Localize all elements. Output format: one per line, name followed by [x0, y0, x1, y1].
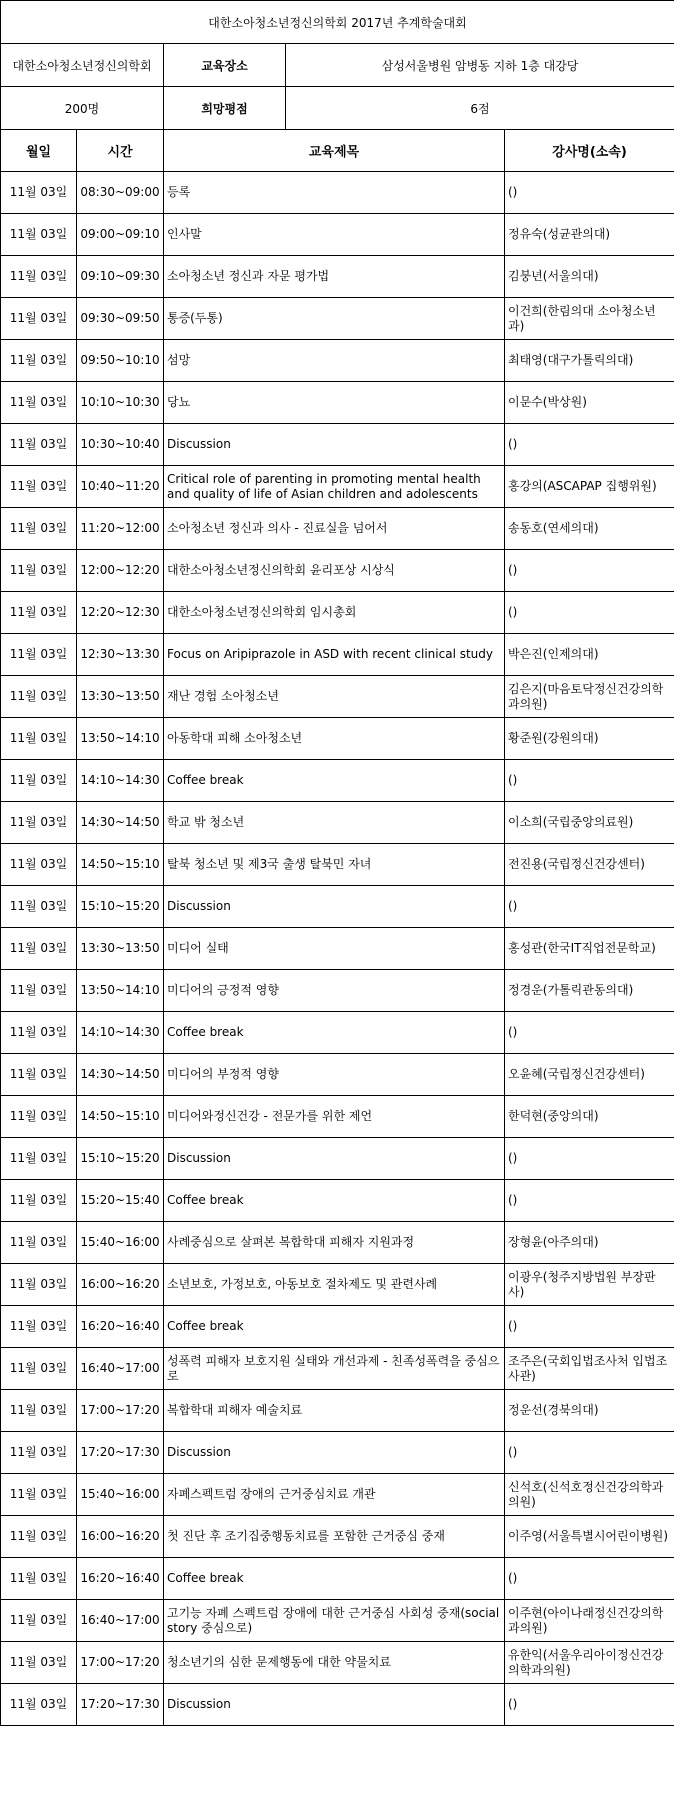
row-lecturer: () — [505, 592, 674, 634]
row-lecturer: 황준원(강원의대) — [505, 718, 674, 760]
row-lecturer: 이광우(청주지방법원 부장판사) — [505, 1264, 674, 1306]
table-row — [1, 718, 674, 760]
row-lecturer: 이주현(아이나래정신건강의학과의원) — [505, 1600, 674, 1642]
row-lecturer: 정유숙(성균관의대) — [505, 214, 674, 256]
header-time: 시간 — [77, 130, 164, 172]
row-title: Discussion — [164, 1432, 505, 1474]
row-date: 11월 03일 — [1, 676, 77, 718]
row-lecturer: 오윤혜(국립정신건강센터) — [505, 1054, 674, 1096]
table-row — [1, 340, 674, 382]
row-date: 11월 03일 — [1, 214, 77, 256]
table-row — [1, 802, 674, 844]
row-time: 13:50~14:10 — [77, 970, 164, 1012]
row-lecturer: () — [505, 550, 674, 592]
table-row — [1, 1180, 674, 1222]
row-date: 11월 03일 — [1, 1516, 77, 1558]
row-time: 16:20~16:40 — [77, 1558, 164, 1600]
row-lecturer: () — [505, 1558, 674, 1600]
table-row — [1, 1600, 674, 1642]
organizer-value: 대한소아청소년정신의학회 — [1, 44, 164, 87]
row-time: 09:10~09:30 — [77, 256, 164, 298]
table-row — [1, 1642, 674, 1684]
row-time: 12:20~12:30 — [77, 592, 164, 634]
row-lecturer: () — [505, 1432, 674, 1474]
row-lecturer: () — [505, 1684, 674, 1726]
table-row — [1, 1054, 674, 1096]
row-lecturer: 유한익(서울우리아이정신건강의학과의원) — [505, 1642, 674, 1684]
table-row — [1, 508, 674, 550]
row-title: 사례중심으로 살펴본 복합학대 피해자 지원과정 — [164, 1222, 505, 1264]
row-date: 11월 03일 — [1, 592, 77, 634]
table-row — [1, 1138, 674, 1180]
row-time: 15:10~15:20 — [77, 886, 164, 928]
row-title: 탈북 청소년 및 제3국 출생 탈북민 자녀 — [164, 844, 505, 886]
table-row — [1, 1432, 674, 1474]
table-row — [1, 886, 674, 928]
table-header-row — [1, 130, 674, 172]
row-time: 17:00~17:20 — [77, 1642, 164, 1684]
row-date: 11월 03일 — [1, 1306, 77, 1348]
row-time: 14:50~15:10 — [77, 844, 164, 886]
row-title: 소년보호, 가정보호, 아동보호 절차제도 및 관련사례 — [164, 1264, 505, 1306]
row-title: Coffee break — [164, 1180, 505, 1222]
row-date: 11월 03일 — [1, 340, 77, 382]
row-date: 11월 03일 — [1, 1390, 77, 1432]
row-time: 14:50~15:10 — [77, 1096, 164, 1138]
row-date: 11월 03일 — [1, 1222, 77, 1264]
row-title: 첫 진단 후 조기집중행동치료를 포함한 근거중심 중재 — [164, 1516, 505, 1558]
row-lecturer: 송동호(연세의대) — [505, 508, 674, 550]
row-title: 미디어의 긍정적 영향 — [164, 970, 505, 1012]
row-date: 11월 03일 — [1, 1054, 77, 1096]
row-time: 12:00~12:20 — [77, 550, 164, 592]
row-date: 11월 03일 — [1, 844, 77, 886]
row-lecturer: 신석호(신석호정신건강의학과의원) — [505, 1474, 674, 1516]
row-lecturer: 최태영(대구가톨릭의대) — [505, 340, 674, 382]
table-row — [1, 298, 674, 340]
venue-value: 삼성서울병원 암병동 지하 1층 대강당 — [286, 44, 674, 87]
row-date: 11월 03일 — [1, 970, 77, 1012]
row-time: 15:20~15:40 — [77, 1180, 164, 1222]
row-date: 11월 03일 — [1, 760, 77, 802]
row-title: Discussion — [164, 886, 505, 928]
row-title: 미디어와정신건강 - 전문가를 위한 제언 — [164, 1096, 505, 1138]
conference-title: 대한소아청소년정신의학회 2017년 추계학술대회 — [1, 1, 674, 44]
row-date: 11월 03일 — [1, 718, 77, 760]
row-date: 11월 03일 — [1, 634, 77, 676]
row-title: 미디어의 부정적 영향 — [164, 1054, 505, 1096]
row-title: 소아청소년 정신과 의사 - 진료실을 넘어서 — [164, 508, 505, 550]
table-row — [1, 1222, 674, 1264]
row-date: 11월 03일 — [1, 1600, 77, 1642]
table-row — [1, 1096, 674, 1138]
row-date: 11월 03일 — [1, 802, 77, 844]
row-lecturer: 이문수(박상원) — [505, 382, 674, 424]
row-date: 11월 03일 — [1, 1012, 77, 1054]
row-date: 11월 03일 — [1, 1558, 77, 1600]
row-title: 복합학대 피해자 예술치료 — [164, 1390, 505, 1432]
row-lecturer: 김붕년(서울의대) — [505, 256, 674, 298]
row-title: Focus on Aripiprazole in ASD with recent clinical study — [164, 634, 505, 676]
row-time: 14:10~14:30 — [77, 760, 164, 802]
row-date: 11월 03일 — [1, 1684, 77, 1726]
table-row — [1, 634, 674, 676]
row-time: 14:30~14:50 — [77, 1054, 164, 1096]
row-title: Coffee break — [164, 1558, 505, 1600]
row-date: 11월 03일 — [1, 1180, 77, 1222]
row-date: 11월 03일 — [1, 1096, 77, 1138]
row-lecturer: 이소희(국립중앙의료원) — [505, 802, 674, 844]
row-time: 10:40~11:20 — [77, 466, 164, 508]
row-date: 11월 03일 — [1, 172, 77, 214]
row-lecturer: 홍강의(ASCAPAP 집행위원) — [505, 466, 674, 508]
table-row — [1, 1348, 674, 1390]
row-date: 11월 03일 — [1, 550, 77, 592]
row-time: 11:20~12:00 — [77, 508, 164, 550]
row-title: Coffee break — [164, 1012, 505, 1054]
row-lecturer: 박은진(인제의대) — [505, 634, 674, 676]
table-row — [1, 256, 674, 298]
row-time: 17:20~17:30 — [77, 1432, 164, 1474]
header-title: 교육제목 — [164, 130, 505, 172]
row-title: 등록 — [164, 172, 505, 214]
table-row — [1, 1474, 674, 1516]
row-time: 16:20~16:40 — [77, 1306, 164, 1348]
row-date: 11월 03일 — [1, 256, 77, 298]
row-title: 재난 경험 소아청소년 — [164, 676, 505, 718]
table-row — [1, 844, 674, 886]
row-time: 09:50~10:10 — [77, 340, 164, 382]
row-time: 16:40~17:00 — [77, 1348, 164, 1390]
row-title: 대한소아청소년정신의학회 윤리포상 시상식 — [164, 550, 505, 592]
row-time: 17:00~17:20 — [77, 1390, 164, 1432]
row-lecturer: 장형윤(아주의대) — [505, 1222, 674, 1264]
row-title: 학교 밖 청소년 — [164, 802, 505, 844]
row-title: 아동학대 피해 소아청소년 — [164, 718, 505, 760]
row-time: 13:30~13:50 — [77, 928, 164, 970]
row-title: Discussion — [164, 424, 505, 466]
row-title: 인사말 — [164, 214, 505, 256]
row-lecturer: () — [505, 886, 674, 928]
row-lecturer: () — [505, 1180, 674, 1222]
row-time: 12:30~13:30 — [77, 634, 164, 676]
row-title: 청소년기의 심한 문제행동에 대한 약물치료 — [164, 1642, 505, 1684]
row-title: 당뇨 — [164, 382, 505, 424]
table-row — [1, 1306, 674, 1348]
row-title: 자폐스펙트럼 장애의 근거중심치료 개관 — [164, 1474, 505, 1516]
table-row — [1, 1390, 674, 1432]
row-time: 14:10~14:30 — [77, 1012, 164, 1054]
header-date: 월일 — [1, 130, 77, 172]
table-row — [1, 214, 674, 256]
table-row — [1, 382, 674, 424]
row-title: 소아청소년 정신과 자문 평가법 — [164, 256, 505, 298]
row-title: 고기능 자폐 스펙트럼 장애에 대한 근거중심 사회성 중재(social story 중심으로) — [164, 1600, 505, 1642]
row-title: 통증(두통) — [164, 298, 505, 340]
table-row — [1, 760, 674, 802]
row-date: 11월 03일 — [1, 1432, 77, 1474]
header-lecturer: 강사명(소속) — [505, 130, 674, 172]
row-lecturer: 정경운(가톨릭관동의대) — [505, 970, 674, 1012]
row-lecturer: () — [505, 760, 674, 802]
row-time: 16:00~16:20 — [77, 1516, 164, 1558]
table-row — [1, 1012, 674, 1054]
row-date: 11월 03일 — [1, 508, 77, 550]
row-lecturer: () — [505, 1138, 674, 1180]
row-date: 11월 03일 — [1, 382, 77, 424]
row-date: 11월 03일 — [1, 886, 77, 928]
row-time: 10:10~10:30 — [77, 382, 164, 424]
row-time: 15:40~16:00 — [77, 1474, 164, 1516]
row-lecturer: 전진용(국립정신건강센터) — [505, 844, 674, 886]
row-lecturer: 이건희(한림의대 소아청소년과) — [505, 298, 674, 340]
venue-label: 교육장소 — [164, 44, 286, 87]
table-row — [1, 1264, 674, 1306]
row-title: 대한소아청소년정신의학회 임시총회 — [164, 592, 505, 634]
row-time: 09:30~09:50 — [77, 298, 164, 340]
table-row — [1, 172, 674, 214]
row-lecturer: 정운선(경북의대) — [505, 1390, 674, 1432]
row-date: 11월 03일 — [1, 1642, 77, 1684]
row-title: Discussion — [164, 1684, 505, 1726]
row-time: 16:40~17:00 — [77, 1600, 164, 1642]
row-date: 11월 03일 — [1, 928, 77, 970]
row-time: 09:00~09:10 — [77, 214, 164, 256]
row-time: 13:30~13:50 — [77, 676, 164, 718]
row-date: 11월 03일 — [1, 466, 77, 508]
row-title: Coffee break — [164, 760, 505, 802]
row-time: 17:20~17:30 — [77, 1684, 164, 1726]
row-lecturer: 이주영(서울특별시어린이병원) — [505, 1516, 674, 1558]
table-row — [1, 550, 674, 592]
row-time: 13:50~14:10 — [77, 718, 164, 760]
row-title: Critical role of parenting in promoting mental health and quality of life of Asian children and adolescents — [164, 466, 505, 508]
row-title: Discussion — [164, 1138, 505, 1180]
row-title: 성폭력 피해자 보호지원 실태와 개선과제 - 친족성폭력을 중심으로 — [164, 1348, 505, 1390]
row-lecturer: 한덕현(중앙의대) — [505, 1096, 674, 1138]
row-lecturer: () — [505, 1012, 674, 1054]
row-time: 15:10~15:20 — [77, 1138, 164, 1180]
row-date: 11월 03일 — [1, 1138, 77, 1180]
table-row — [1, 1516, 674, 1558]
table-row — [1, 676, 674, 718]
row-date: 11월 03일 — [1, 424, 77, 466]
row-lecturer: () — [505, 1306, 674, 1348]
credit-label: 희망평점 — [164, 87, 286, 130]
row-date: 11월 03일 — [1, 1348, 77, 1390]
table-row — [1, 1558, 674, 1600]
row-lecturer: 홍성관(한국IT직업전문학교) — [505, 928, 674, 970]
row-title: Coffee break — [164, 1306, 505, 1348]
credit-value: 6점 — [286, 87, 674, 130]
table-row — [1, 928, 674, 970]
row-time: 08:30~09:00 — [77, 172, 164, 214]
table-row — [1, 466, 674, 508]
table-row — [1, 970, 674, 1012]
schedule-rows — [1, 172, 674, 1726]
row-date: 11월 03일 — [1, 1474, 77, 1516]
table-row — [1, 1684, 674, 1726]
row-lecturer: () — [505, 172, 674, 214]
row-lecturer: 김은지(마음토닥정신건강의학과의원) — [505, 676, 674, 718]
row-time: 14:30~14:50 — [77, 802, 164, 844]
capacity-value: 200명 — [1, 87, 164, 130]
row-lecturer: () — [505, 424, 674, 466]
row-date: 11월 03일 — [1, 298, 77, 340]
row-date: 11월 03일 — [1, 1264, 77, 1306]
table-row — [1, 424, 674, 466]
row-time: 16:00~16:20 — [77, 1264, 164, 1306]
row-time: 15:40~16:00 — [77, 1222, 164, 1264]
row-title: 미디어 실태 — [164, 928, 505, 970]
row-title: 섬망 — [164, 340, 505, 382]
row-time: 10:30~10:40 — [77, 424, 164, 466]
row-lecturer: 조주은(국회입법조사처 입법조사관) — [505, 1348, 674, 1390]
table-row — [1, 592, 674, 634]
